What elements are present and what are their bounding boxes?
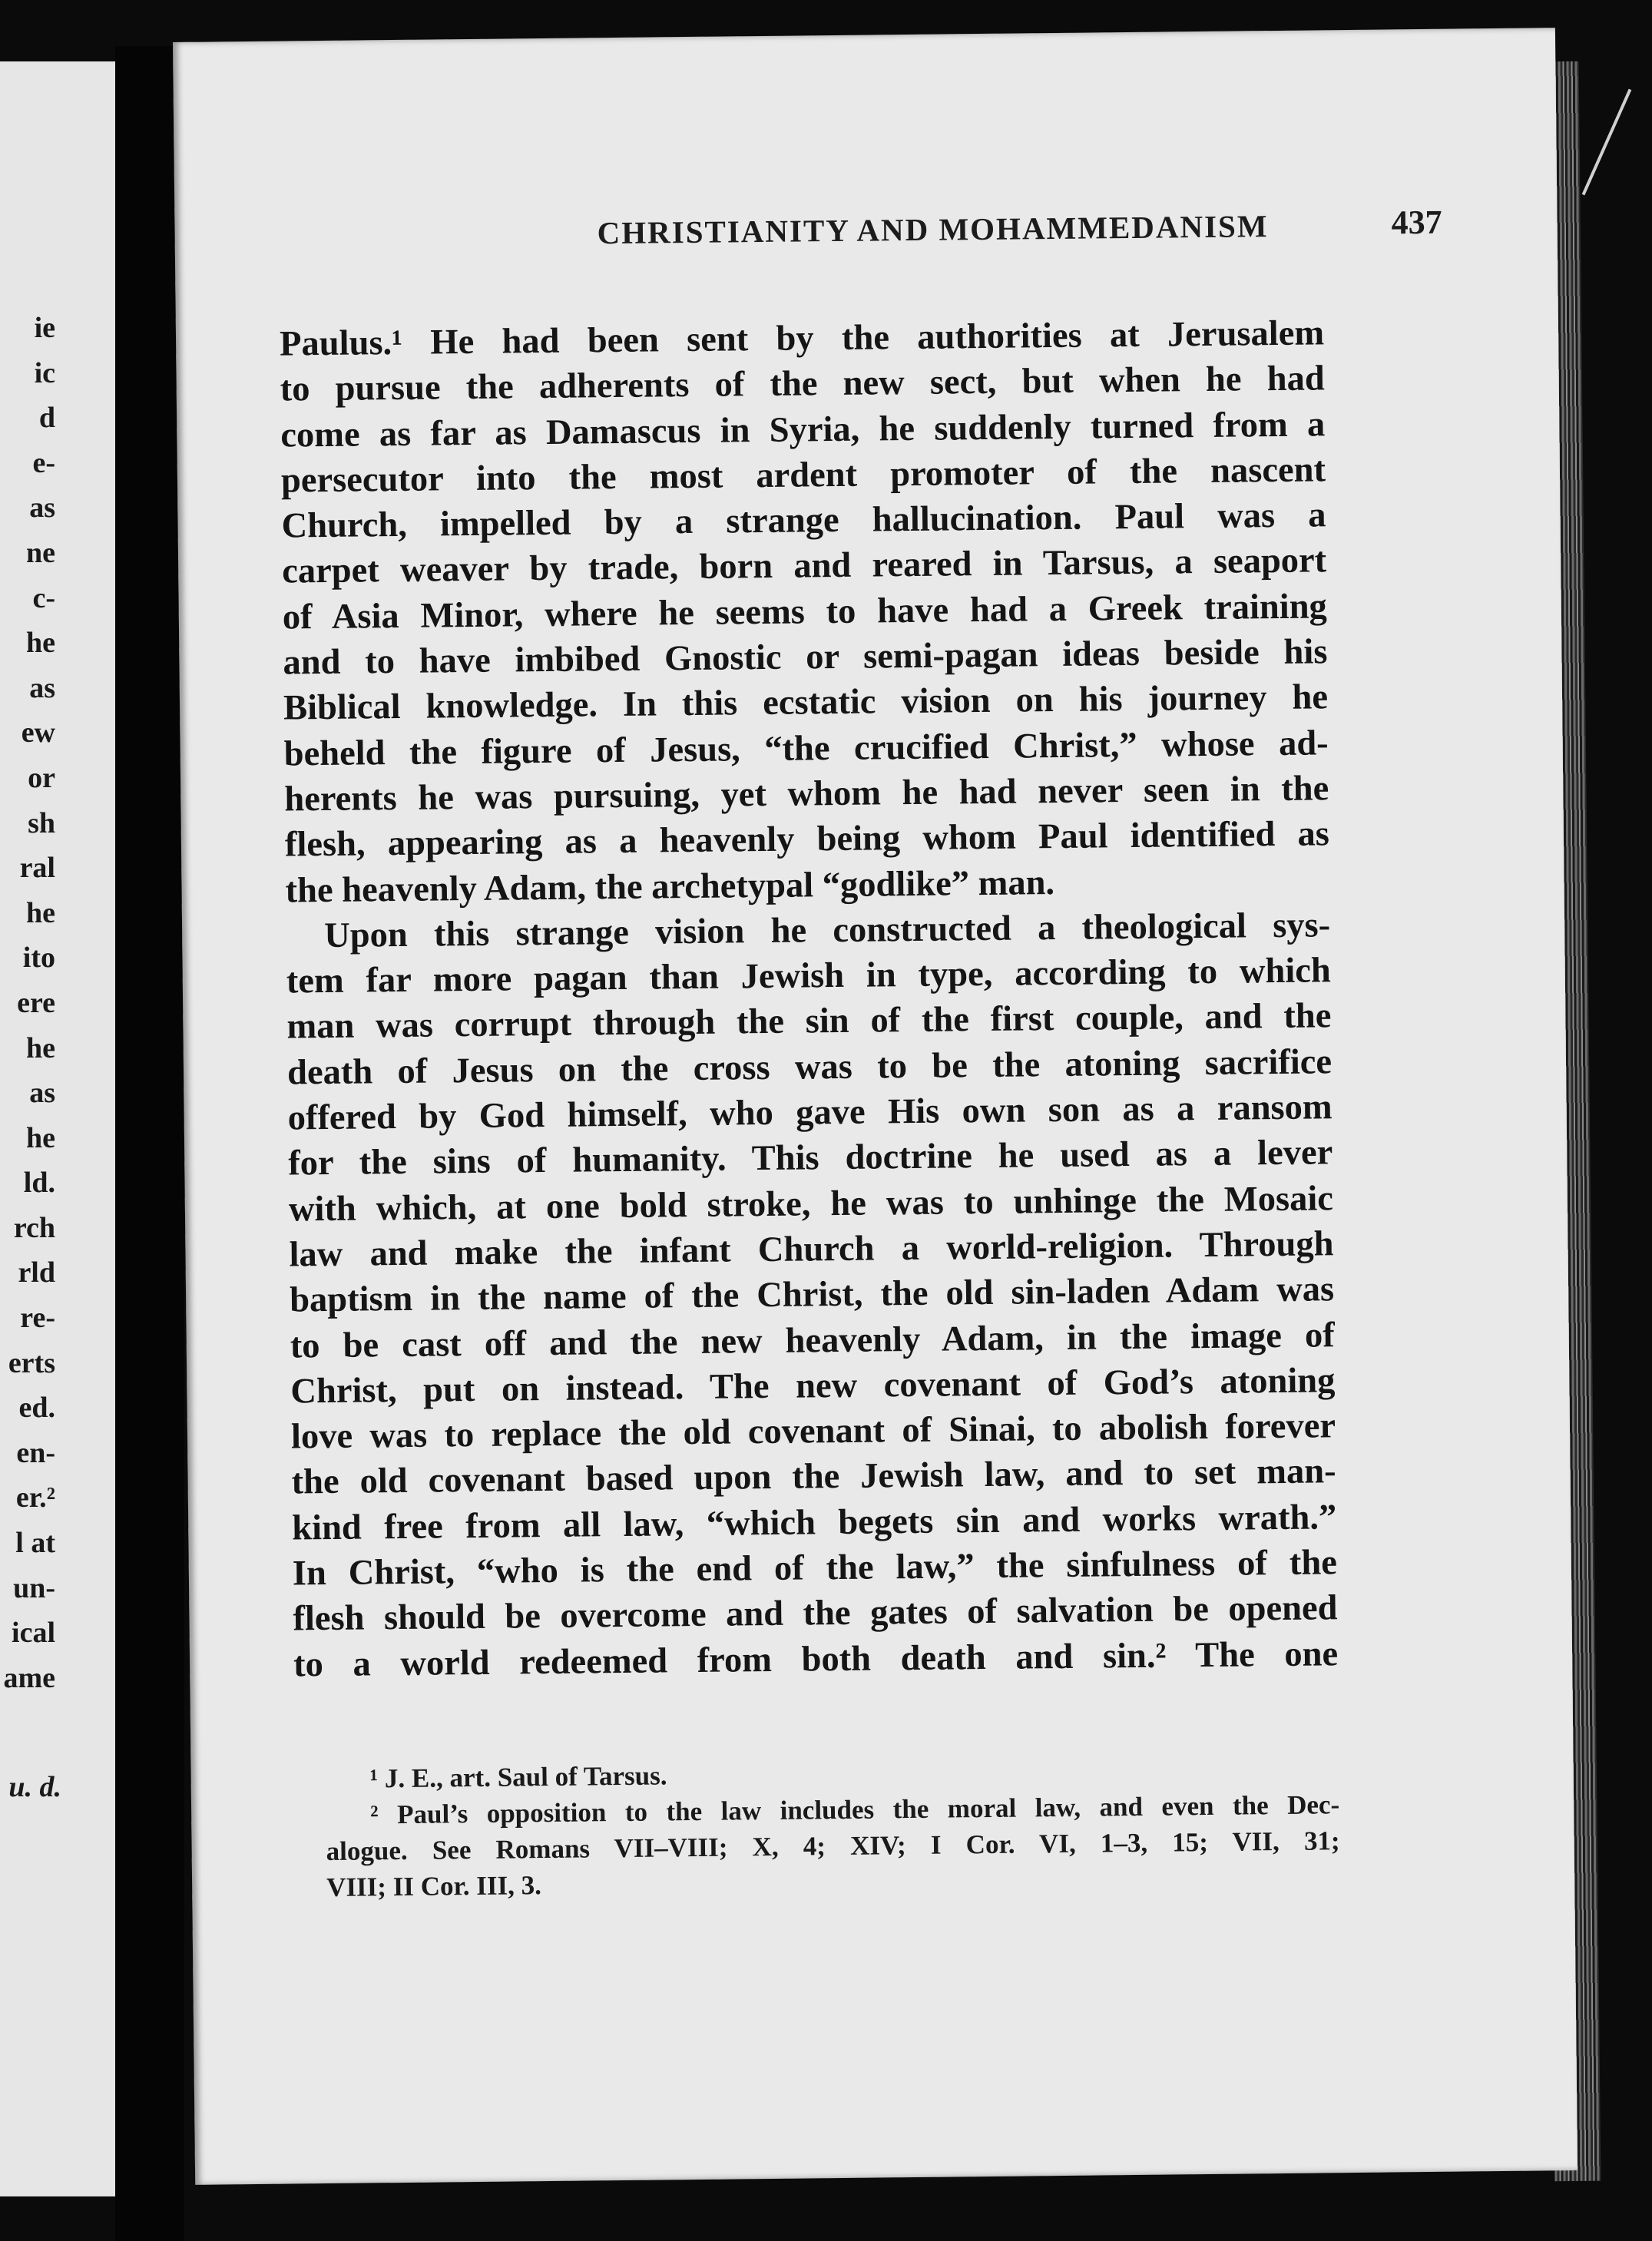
text-line: to pursue the adherents of the new sect, but when he had <box>280 359 1325 409</box>
body-text <box>280 310 1339 1687</box>
left-fragment: or <box>28 761 55 794</box>
running-title: CHRISTIANITY AND MOHAMMEDANISM <box>597 208 1269 251</box>
left-fragment: ame <box>3 1661 55 1694</box>
text-line: to be cast off and the new heavenly Adam, in the image of <box>290 1315 1335 1366</box>
text-line: of Asia Minor, where he seems to have had a Greek training <box>282 587 1328 637</box>
left-fragment: er.² <box>15 1481 55 1514</box>
left-fragment: he <box>26 896 55 929</box>
text-line: come as far as Damascus in Syria, he suddenly turned from a <box>280 404 1326 455</box>
left-fragment: l at <box>15 1527 55 1560</box>
left-fragment: e- <box>32 446 55 479</box>
text-line: beheld the figure of Jesus, “the crucified Christ,” whose ad- <box>283 723 1329 774</box>
footnote-2-end: VIII; II Cor. III, 3. <box>326 1870 542 1903</box>
text-line: Church, impelled by a strange hallucination. Paul was a <box>281 495 1326 546</box>
text-line: Upon this strange vision he constructed a theological sys- <box>323 905 1331 955</box>
text-line: with which, at one bold stroke, he was to unhinge the Mosaic <box>288 1178 1334 1230</box>
left-fragment: he <box>26 1031 55 1064</box>
left-fragment: he <box>26 1121 55 1154</box>
text-line: Biblical knowledge. In this ecstatic vision on his journey he <box>283 677 1329 728</box>
left-fragment: d <box>38 402 55 435</box>
left-footnote-fragment: u. d. <box>8 1771 61 1804</box>
left-fragment: ew <box>21 717 55 750</box>
right-page <box>173 28 1578 2185</box>
text-line: man was corrupt through the sin of the first couple, and the <box>286 996 1332 1047</box>
text-line: to a world redeemed from both death and sin.² The one <box>293 1634 1339 1685</box>
text-line: tem far more pagan than Jewish in type, according to which <box>286 951 1332 1001</box>
left-fragment: ical <box>12 1617 55 1650</box>
footnotes <box>325 1750 1340 1905</box>
left-fragment: ral <box>19 852 55 885</box>
text-line: love was to replace the old covenant of Sinai, to abolish forever <box>290 1406 1336 1457</box>
left-fragment: as <box>29 492 55 525</box>
text-line: In Christ, “who is the end of the law,” the sinfulness of the <box>292 1543 1338 1594</box>
left-fragment: en- <box>16 1436 55 1469</box>
text-line: Christ, put on instead. The new covenant of God’s atoning <box>290 1361 1336 1412</box>
left-fragment: sh <box>28 806 55 839</box>
running-head <box>420 203 1442 263</box>
footnote-1: ¹ J. E., art. Saul of Tarsus. <box>369 1760 667 1794</box>
book-gutter <box>115 46 184 2241</box>
text-line: kind free from all law, “which begets sin and works wrath.” <box>292 1497 1337 1548</box>
text-line: offered by God himself, who gave His own son as a ransom <box>287 1087 1333 1138</box>
text-line: law and make the infant Church a world-religion. Through <box>289 1224 1334 1275</box>
left-fragment: as <box>29 1077 55 1110</box>
text-line: death of Jesus on the cross was to be the atoning sacrifice <box>286 1042 1333 1093</box>
corner-mark <box>1582 89 1632 196</box>
left-fragment: rch <box>13 1211 55 1244</box>
text-line: the old covenant based upon the Jewish law, and to set man- <box>291 1452 1336 1502</box>
left-fragment: ed. <box>18 1392 55 1425</box>
left-fragment: erts <box>8 1346 55 1379</box>
left-fragment: re- <box>20 1302 55 1335</box>
text-line: the heavenly Adam, the archetypal “godlike” man. <box>285 862 1055 911</box>
text-line: carpet weaver by trade, born and reared in Tarsus, a seaport <box>281 541 1327 592</box>
left-fragment: ne <box>26 536 55 569</box>
left-fragment: ere <box>17 986 55 1019</box>
footnote-2-continued: alogue. See Romans VII–VIII; X, 4; XIV; I Cor. VI, 1–3, 15; VII, 31; <box>326 1826 1340 1867</box>
text-line: and to have imbibed Gnostic or semi-pagan ideas beside his <box>283 632 1328 683</box>
left-fragment: ic <box>34 356 55 389</box>
text-line: Paulus.¹ He had been sent by the authorities at Jerusalem <box>279 313 1325 364</box>
text-line: persecutor into the most ardent promoter of the nascent <box>280 450 1326 501</box>
left-fragment: rld <box>18 1256 55 1289</box>
left-fragment: ie <box>34 312 55 344</box>
page-number: 437 <box>1391 203 1442 242</box>
left-fragment: ld. <box>23 1167 55 1200</box>
left-fragment: un- <box>13 1571 55 1604</box>
text-line: flesh, appearing as a heavenly being whom Paul identified as <box>284 814 1330 865</box>
left-page-text-fragments <box>0 306 115 1810</box>
text-line: for the sins of humanity. This doctrine he used as a lever <box>288 1133 1333 1183</box>
left-fragment: ito <box>22 942 55 975</box>
text-line: flesh should be overcome and the gates of salvation be opened <box>293 1588 1338 1639</box>
footnote-2: ² Paul’s opposition to the law includes the moral law, and even the Dec- <box>369 1789 1340 1830</box>
text-line: herents he was pursuing, yet whom he had never seen in the <box>284 769 1329 819</box>
left-fragment: c- <box>32 581 55 614</box>
left-fragment: as <box>29 671 55 704</box>
left-fragment: he <box>26 627 55 660</box>
text-line: baptism in the name of the Christ, the old sin-laden Adam was <box>289 1269 1335 1320</box>
